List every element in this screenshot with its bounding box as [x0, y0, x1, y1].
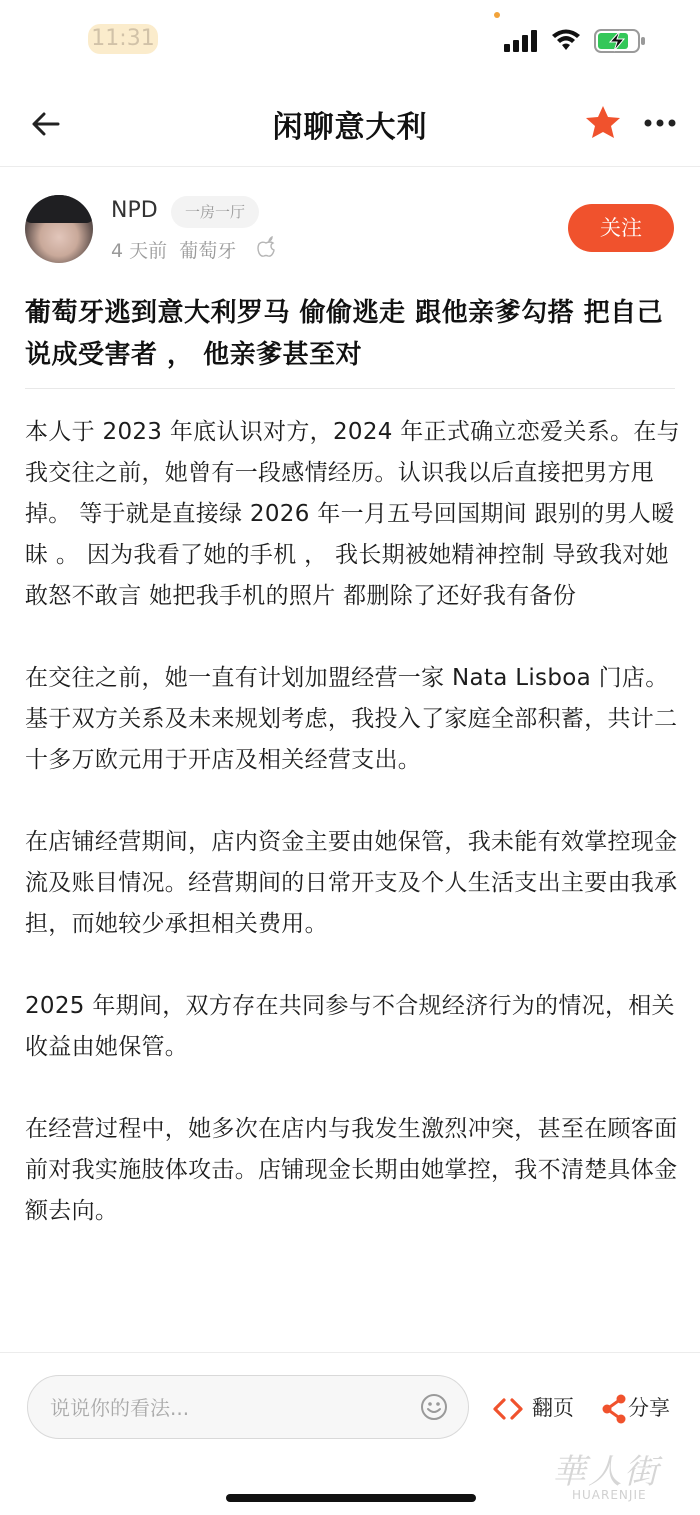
post-paragraph: 本人于 2023 年底认识对方，2024 年正式确立恋爱关系。在与我交往之前，她曾有一段感情经历。认识我以后直接把男方甩掉。 等于就是直接绿 2026 年一月五号回国期间 跟别的男人暧昧 。 因为我看了她的手机 ， 我长期被她精神控制 导致我对她 敢怒不敢言 她把我手机的照片 都删除了还好我有备份 [25, 419, 680, 609]
privacy-indicator-dot [494, 12, 500, 18]
comment-input[interactable] [48, 1386, 412, 1430]
page-title: 闲聊意大利 [272, 110, 428, 145]
watermark-text: 華人街 [552, 1452, 660, 1492]
watermark-subtext: HUARENJIE [572, 1488, 647, 1502]
user-level-badge: 一房一厅 [171, 196, 259, 228]
share-button[interactable] [600, 1390, 690, 1426]
emoji-icon[interactable] [420, 1393, 448, 1421]
code-brackets-icon [492, 1392, 524, 1426]
post-paragraph: 在交往之前，她一直有计划加盟经营一家 Nata Lisboa 门店。基于双方关系及未来规划考虑，我投入了家庭全部积蓄，共计二十多万欧元用于开店及相关经营支出。 [25, 665, 678, 773]
apple-device-icon [257, 236, 275, 258]
author-row [0, 168, 700, 278]
share-icon [600, 1392, 628, 1426]
post-location: 葡萄牙 [179, 240, 237, 262]
share-label: 分享 [628, 1396, 670, 1420]
post-paragraph: 在店铺经营期间，店内资金主要由她保管，我未能有效掌控现金流及账目情况。经营期间的日常开支及个人生活支出主要由我承担，而她较少承担相关费用。 [25, 829, 678, 937]
comment-box[interactable] [27, 1375, 469, 1439]
divider [0, 1352, 700, 1353]
post-body [25, 412, 680, 1273]
avatar-hair [25, 195, 93, 223]
follow-button[interactable]: 关注 [568, 204, 674, 252]
post-paragraph: 2025 年期间，双方存在共同参与不合规经济行为的情况，相关收益由她保管。 [25, 993, 675, 1060]
status-bar [0, 0, 700, 80]
page-turn-label: 翻页 [532, 1396, 574, 1420]
wifi-icon [550, 28, 582, 52]
divider [25, 388, 675, 389]
watermark-logo [548, 1444, 694, 1510]
home-indicator[interactable] [226, 1494, 476, 1502]
post-meta [111, 236, 236, 263]
avatar[interactable] [25, 195, 93, 263]
author-name[interactable]: NPD [111, 198, 158, 223]
more-options-icon[interactable] [640, 104, 680, 142]
status-time: 11:31 [88, 24, 158, 54]
battery-charging-icon [594, 28, 646, 54]
favorite-star-icon[interactable] [584, 104, 622, 142]
nav-bar [0, 80, 700, 167]
post-time: 4 天前 [111, 240, 168, 262]
cellular-signal-icon [504, 30, 540, 52]
post-paragraph: 在经营过程中，她多次在店内与我发生激烈冲突，甚至在顾客面前对我实施肢体攻击。店铺现金长期由她掌控，我不清楚具体金额去向。 [25, 1116, 678, 1224]
post-title: 葡萄牙逃到意大利罗马 偷偷逃走 跟他亲爹勾搭 把自己说成受害者 ， 他亲爹甚至对 [25, 298, 664, 370]
